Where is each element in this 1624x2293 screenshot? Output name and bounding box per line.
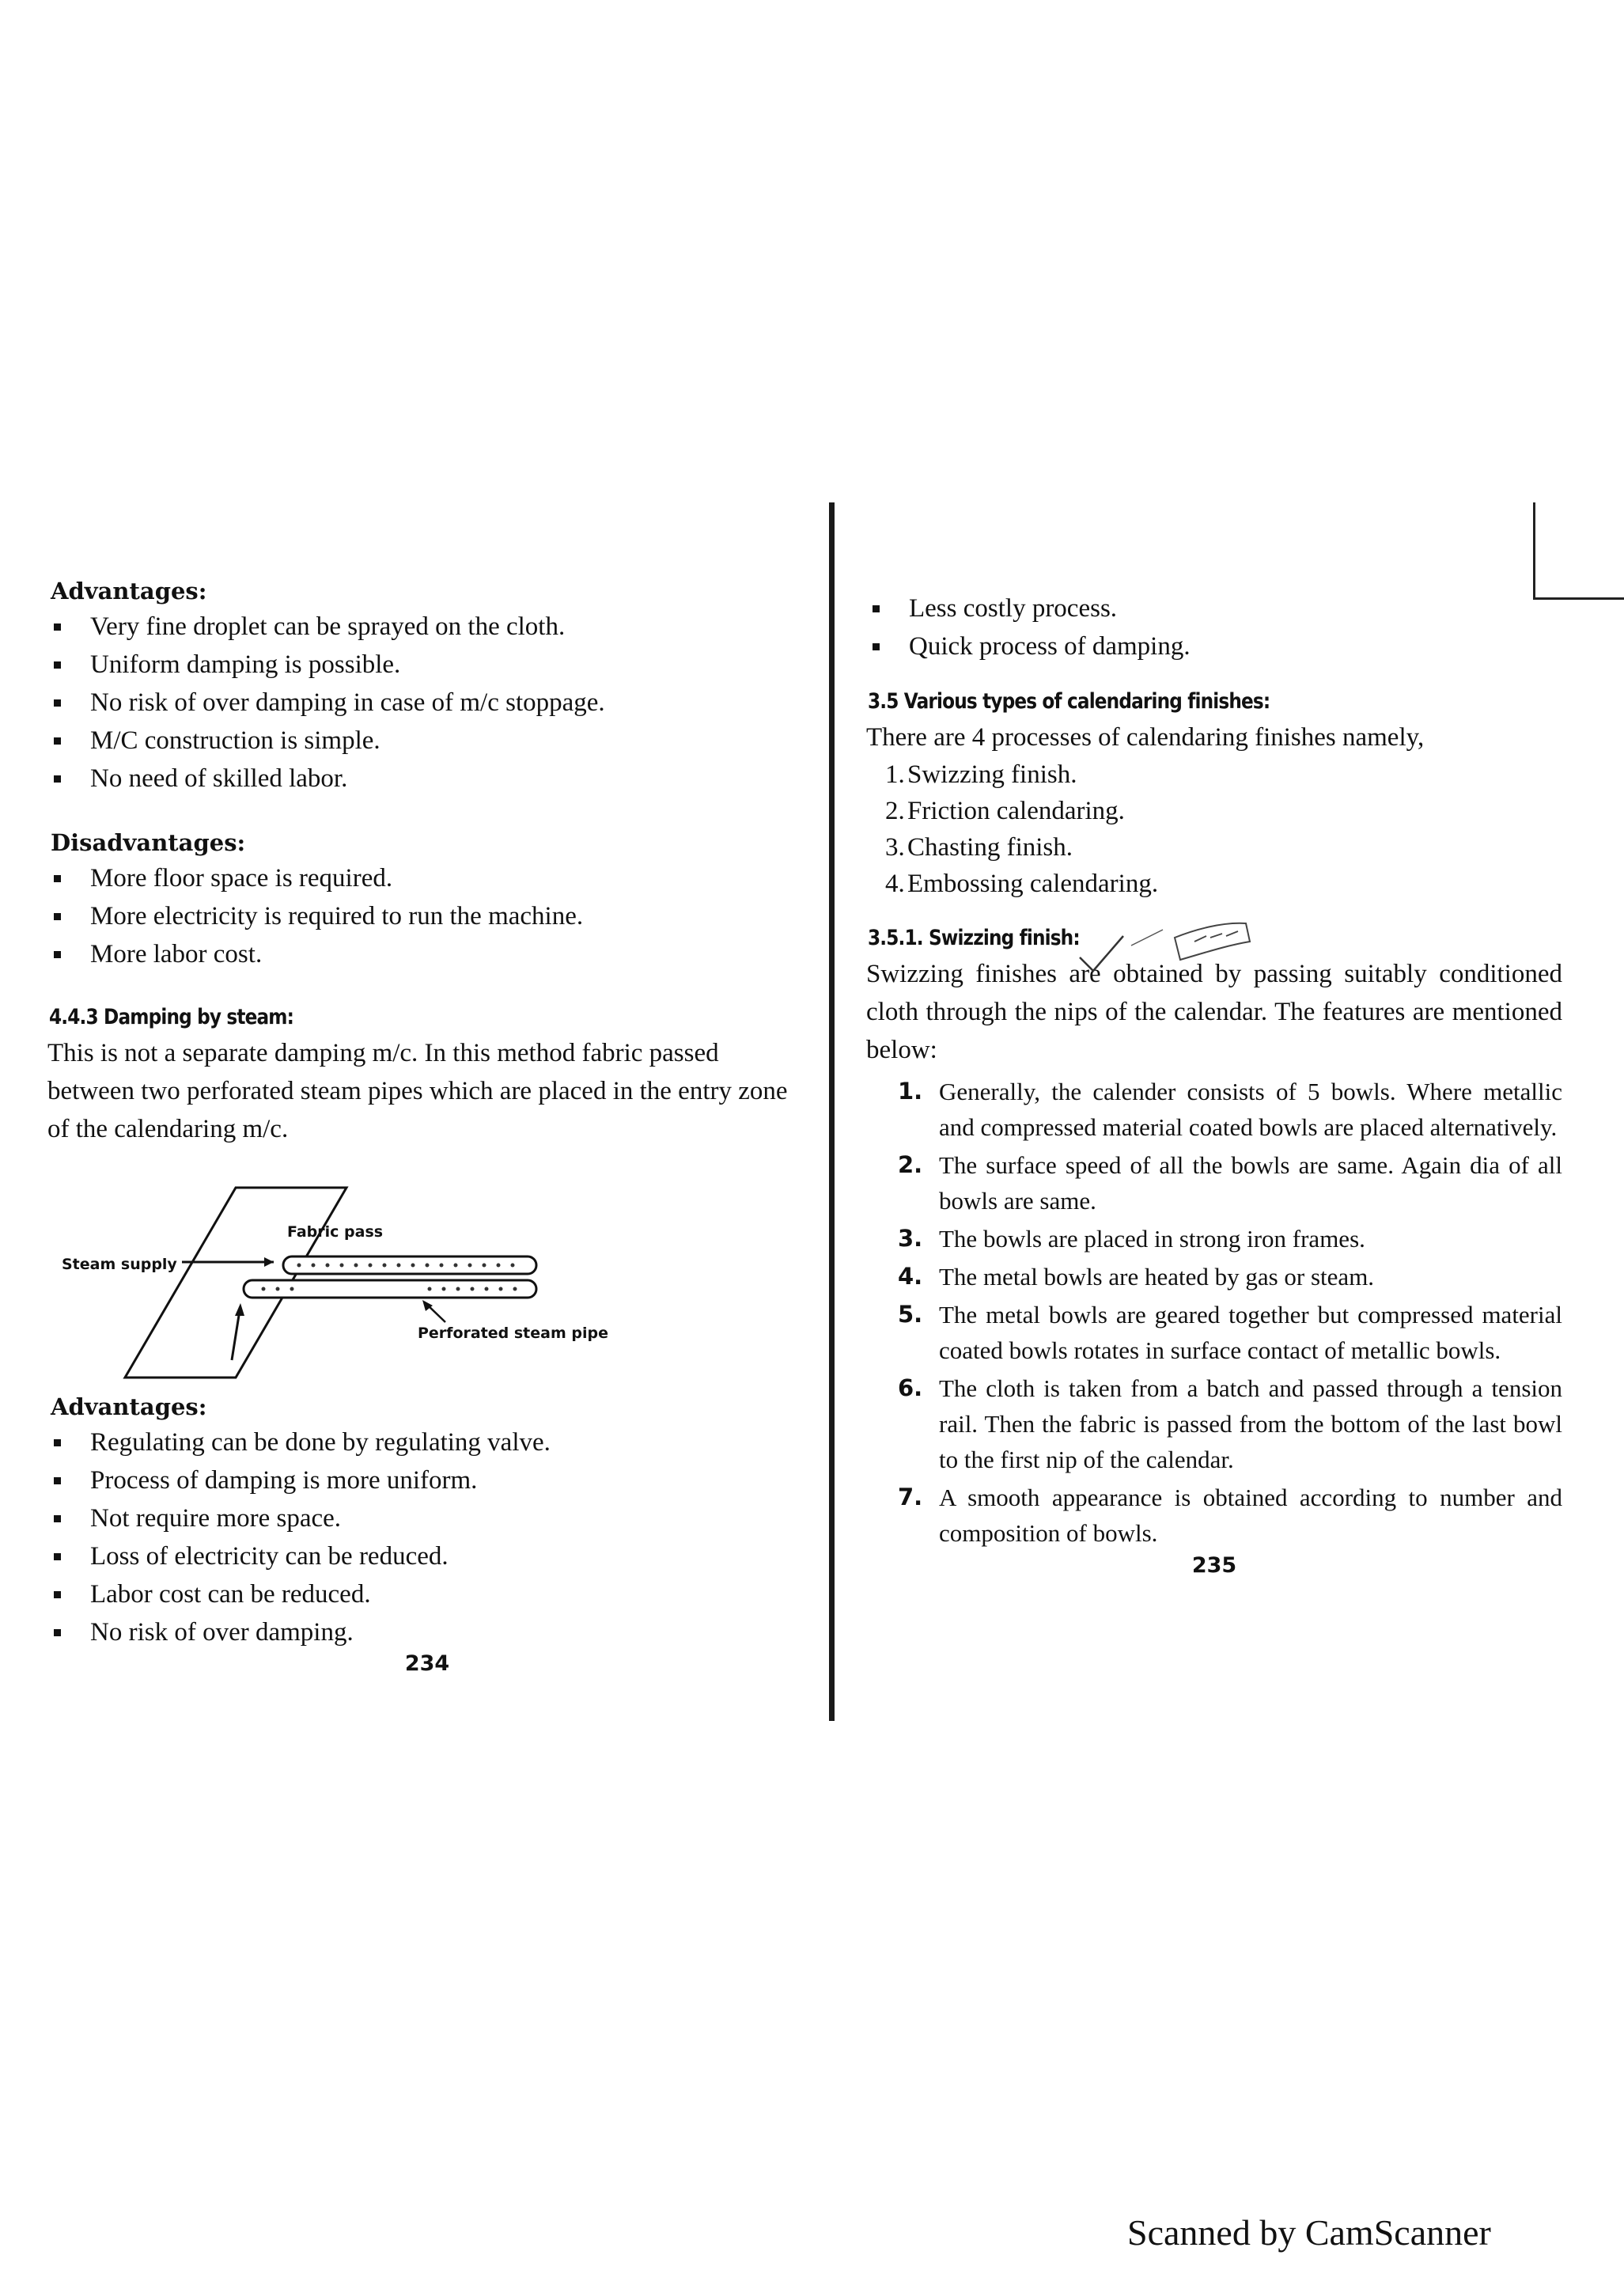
advantages-heading: Advantages: bbox=[51, 1393, 207, 1420]
list-item: M/C construction is simple. bbox=[47, 722, 807, 760]
right-page bbox=[866, 589, 1562, 1578]
list-item: More electricity is required to run the machine. bbox=[47, 897, 807, 935]
list-item: 3. The bowls are placed in strong iron frames. bbox=[898, 1225, 1365, 1253]
list-item: Less costly process. bbox=[866, 589, 1562, 627]
left-page bbox=[47, 578, 807, 1676]
handwritten-check-mark-icon bbox=[1076, 914, 1258, 985]
list-item: 1. Swizzing finish. bbox=[885, 760, 1077, 789]
fabric-pass-label: Fabric pass bbox=[287, 1223, 384, 1241]
section-text-351: Swizzing finishes are obtained by passing suitably conditioned cloth through the nips of the calendar. The features are mentioned below: bbox=[866, 960, 1562, 1064]
features-list bbox=[866, 1074, 1562, 1551]
page-divider bbox=[829, 502, 835, 1721]
page-number-left: 234 bbox=[404, 1651, 450, 1676]
scanner-watermark: Scanned by CamScanner bbox=[1127, 2212, 1491, 2253]
section-intro-35: There are 4 processes of calendaring finishes namely, bbox=[866, 723, 1425, 752]
advantages-list bbox=[47, 608, 807, 798]
advantages-list bbox=[47, 1423, 807, 1651]
fabric-direction-arrow bbox=[232, 1310, 240, 1360]
damping-advantages-continued bbox=[866, 589, 1562, 665]
list-item: Not require more space. bbox=[47, 1499, 807, 1537]
list-item: 7. A smooth appearance is obtained according to number and composition of bowls. bbox=[898, 1484, 1562, 1547]
steam-supply-label: Steam supply bbox=[62, 1256, 177, 1273]
disadvantages-heading: Disadvantages: bbox=[51, 829, 246, 856]
calendaring-types-list bbox=[866, 756, 1562, 902]
perforated-pipe-label: Perforated steam pipe bbox=[418, 1325, 608, 1342]
list-item: Labor cost can be reduced. bbox=[47, 1575, 807, 1613]
advantages-heading: Advantages: bbox=[51, 578, 207, 605]
disadvantages-list bbox=[47, 859, 807, 973]
list-item: No risk of over damping. bbox=[47, 1613, 807, 1651]
list-item: 2. The surface speed of all the bowls are same. Again dia of all bowls are same. bbox=[898, 1151, 1562, 1215]
steam-damping-diagram bbox=[62, 1156, 615, 1385]
list-item: 1. Generally, the calender consists of 5 bowls. Where metallic and compressed material coated bowls are placed alternatively. bbox=[898, 1078, 1562, 1141]
list-item: More labor cost. bbox=[47, 935, 807, 973]
list-item: Uniform damping is possible. bbox=[47, 646, 807, 684]
section-text-443: This is not a separate damping m/c. In this method fabric passed between two perforated steam pipes which are placed in the entry zone of the calendaring m/c. bbox=[47, 1039, 788, 1143]
list-item: 5. The metal bowls are geared together but compressed material coated bowls rotates in surface contact of metallic bowls. bbox=[898, 1301, 1562, 1364]
list-item: 4. Embossing calendaring. bbox=[885, 870, 1159, 898]
list-item: 6. The cloth is taken from a batch and passed through a tension rail. Then the fabric is passed from the bottom of the last bowl to the first nip of the calendar. bbox=[898, 1374, 1562, 1473]
section-heading-35: 3.5 Various types of calendaring finishes: bbox=[868, 689, 1270, 714]
list-item: 2. Friction calendaring. bbox=[885, 797, 1125, 825]
list-item: Process of damping is more uniform. bbox=[47, 1461, 807, 1499]
section-heading-351: 3.5.1. Swizzing finish: bbox=[868, 926, 1080, 950]
list-item: Very fine droplet can be sprayed on the cloth. bbox=[47, 608, 807, 646]
lower-steam-pipe bbox=[244, 1280, 536, 1298]
list-item: Quick process of damping. bbox=[866, 627, 1562, 665]
page-number-right: 235 bbox=[1191, 1553, 1237, 1578]
list-item: Loss of electricity can be reduced. bbox=[47, 1537, 807, 1575]
list-item: No need of skilled labor. bbox=[47, 760, 807, 798]
list-item: Regulating can be done by regulating valve. bbox=[47, 1423, 807, 1461]
list-item: 4. The metal bowls are heated by gas or steam. bbox=[898, 1263, 1375, 1291]
page-corner-mark bbox=[1533, 502, 1624, 600]
list-item: No risk of over damping in case of m/c stoppage. bbox=[47, 684, 807, 722]
list-item: 3. Chasting finish. bbox=[885, 833, 1073, 862]
list-item: More floor space is required. bbox=[47, 859, 807, 897]
section-heading-443: 4.4.3 Damping by steam: bbox=[49, 1005, 294, 1029]
